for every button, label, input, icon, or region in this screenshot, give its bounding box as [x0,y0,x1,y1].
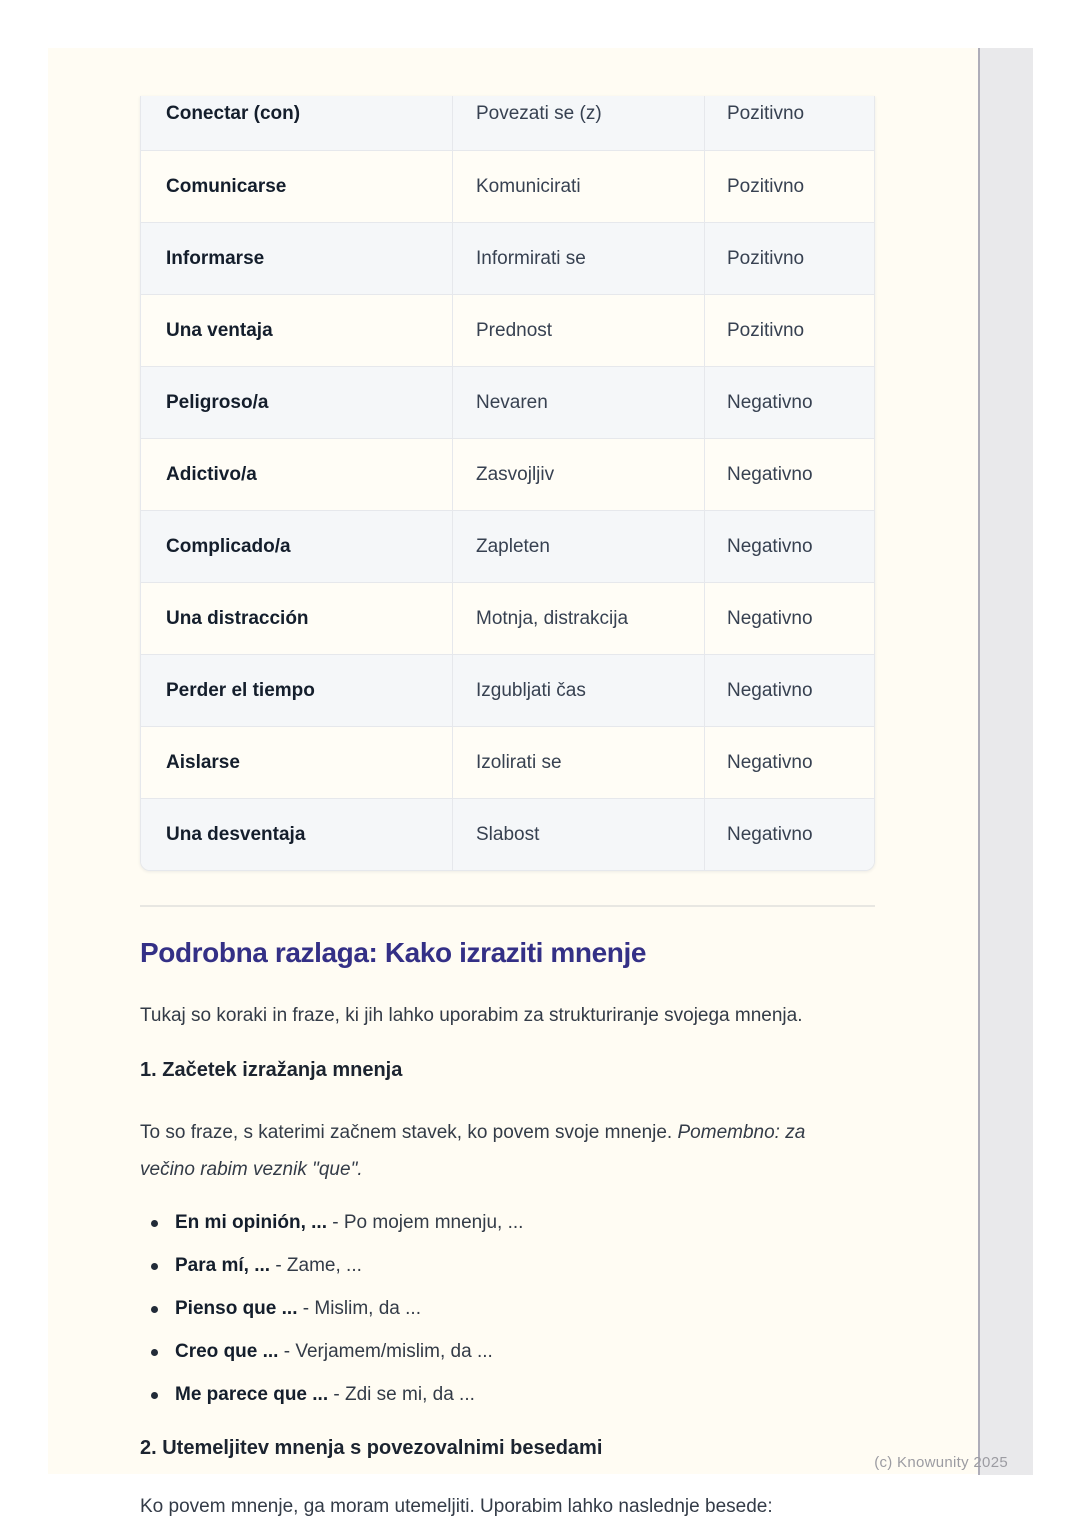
cell-spanish: Una distracción [141,583,453,654]
cell-spanish: Informarse [141,223,453,294]
cell-spanish: Perder el tiempo [141,655,453,726]
step2-description: Ko povem mnenje, ga moram utemeljiti. Uporabim lahko naslednje besede: [140,1496,773,1517]
bullet-icon [151,1392,158,1399]
vocab-table [140,96,875,871]
document-page [48,48,978,1517]
step1-heading: 1. Začetek izražanja mnenja [140,1059,403,1081]
cell-polarity: Negativno [727,679,813,701]
cell-slovenian: Povezati se (z) [453,96,705,150]
table-row [141,366,874,438]
list-item: Pienso que ... - Mislim, da ... [140,1296,523,1322]
section-title: Podrobna razlaga: Kako izraziti mnenje [140,937,647,968]
cell-polarity: Pozitivno [727,103,805,124]
list-item: Me parece que ... - Zdi se mi, da ... [140,1382,523,1408]
cell-spanish: Peligroso/a [141,367,453,438]
bullet-icon [151,1349,158,1356]
bullet-icon [151,1220,158,1227]
table-row [141,96,874,150]
table-row [141,726,874,798]
cell-spanish: Adictivo/a [141,439,453,510]
cell-spanish: Aislarse [141,727,453,798]
watermark: (c) Knowunity 2025 [874,1454,1008,1471]
cell-slovenian: Izgubljati čas [453,655,705,726]
cell-polarity: Negativno [727,463,813,485]
cell-slovenian: Zapleten [453,511,705,582]
cell-slovenian: Motnja, distrakcija [453,583,705,654]
step1-description-line2: večino rabim veznik "que". [140,1159,363,1180]
bullet-icon [151,1306,158,1313]
cell-polarity: Negativno [727,823,813,845]
cell-slovenian: Nevaren [453,367,705,438]
list-item: Creo que ... - Verjamem/mislim, da ... [140,1339,523,1365]
table-row [141,654,874,726]
scrollbar[interactable] [978,48,1033,1475]
table-row [141,294,874,366]
cell-slovenian: Komunicirati [453,151,705,222]
cell-slovenian: Zasvojljiv [453,439,705,510]
cell-spanish: Una ventaja [141,295,453,366]
table-row [141,438,874,510]
list-item: En mi opinión, ... - Po mojem mnenju, ... [140,1210,523,1236]
cell-polarity: Pozitivno [727,319,805,341]
table-row [141,222,874,294]
cell-slovenian: Prednost [453,295,705,366]
cell-polarity: Negativno [727,751,813,773]
cell-slovenian: Izolirati se [453,727,705,798]
cell-spanish: Conectar (con) [141,96,453,150]
cell-slovenian: Slabost [453,799,705,870]
cell-polarity: Pozitivno [727,247,805,269]
cell-polarity: Pozitivno [727,175,805,197]
section-divider [140,905,875,907]
cell-polarity: Negativno [727,607,813,629]
cell-polarity: Negativno [727,391,813,413]
cell-polarity: Negativno [727,535,813,557]
list-item: Para mí, ... - Zame, ... [140,1253,523,1279]
cell-spanish: Una desventaja [141,799,453,870]
step1-description [140,1114,900,1188]
intro-paragraph: Tukaj so koraki in fraze, ki jih lahko uporabim za strukturiranje svojega mnenja. [140,1005,803,1026]
table-row [141,510,874,582]
cell-spanish: Comunicarse [141,151,453,222]
step2-heading: 2. Utemeljitev mnenja s povezovalnimi besedami [140,1437,603,1459]
step1-description-line1: To so fraze, s katerimi začnem stavek, ko povem svoje mnenje. Pomembno: za [140,1122,806,1143]
bullet-icon [151,1263,158,1270]
cell-slovenian: Informirati se [453,223,705,294]
table-row [141,798,874,870]
table-row [141,150,874,222]
table-row [141,582,874,654]
phrase-list [140,1210,523,1425]
cell-spanish: Complicado/a [141,511,453,582]
